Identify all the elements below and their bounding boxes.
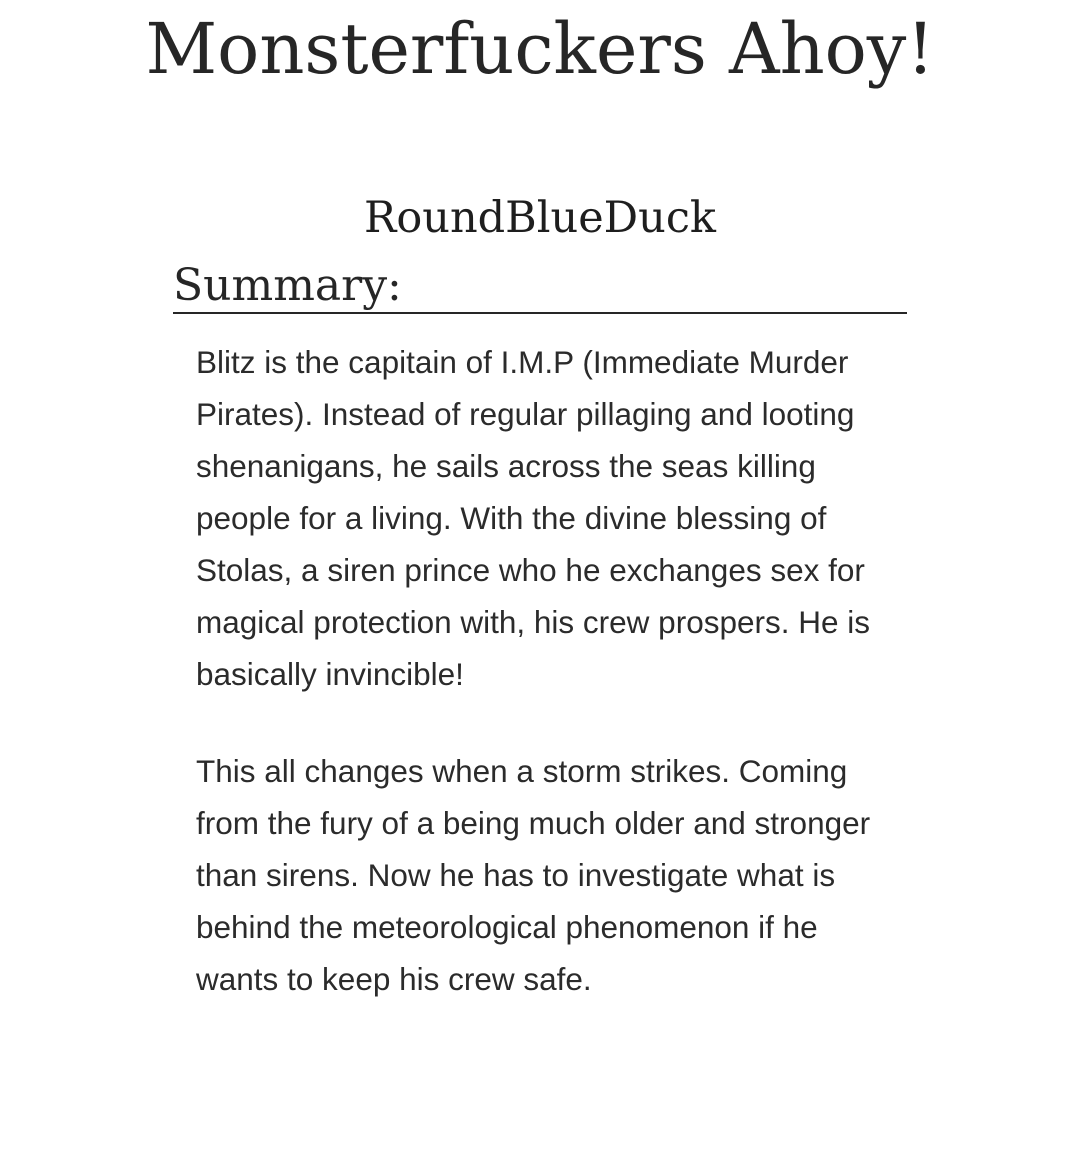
summary-heading: Summary:: [173, 258, 907, 314]
author-name: RoundBlueDuck: [364, 193, 716, 243]
work-title: Monsterfuckers Ahoy!: [145, 8, 935, 90]
summary-body: [196, 336, 896, 1005]
summary-paragraph-1: Blitz is the capitain of I.M.P (Immediate Murder Pirates). Instead of regular pillaging and looting shenanigans, he sails across the seas killing people for a living. With the divine blessing of Stolas, a siren prince who he exchanges sex for magical protection with, his crew prospers. He is basically invincible!: [196, 344, 871, 692]
summary-paragraph-2: This all changes when a storm strikes. Coming from the fury of a being much older and stronger than sirens. Now he has to investigate what is behind the meteorological phenomenon if he wants to keep his crew safe.: [196, 753, 871, 997]
